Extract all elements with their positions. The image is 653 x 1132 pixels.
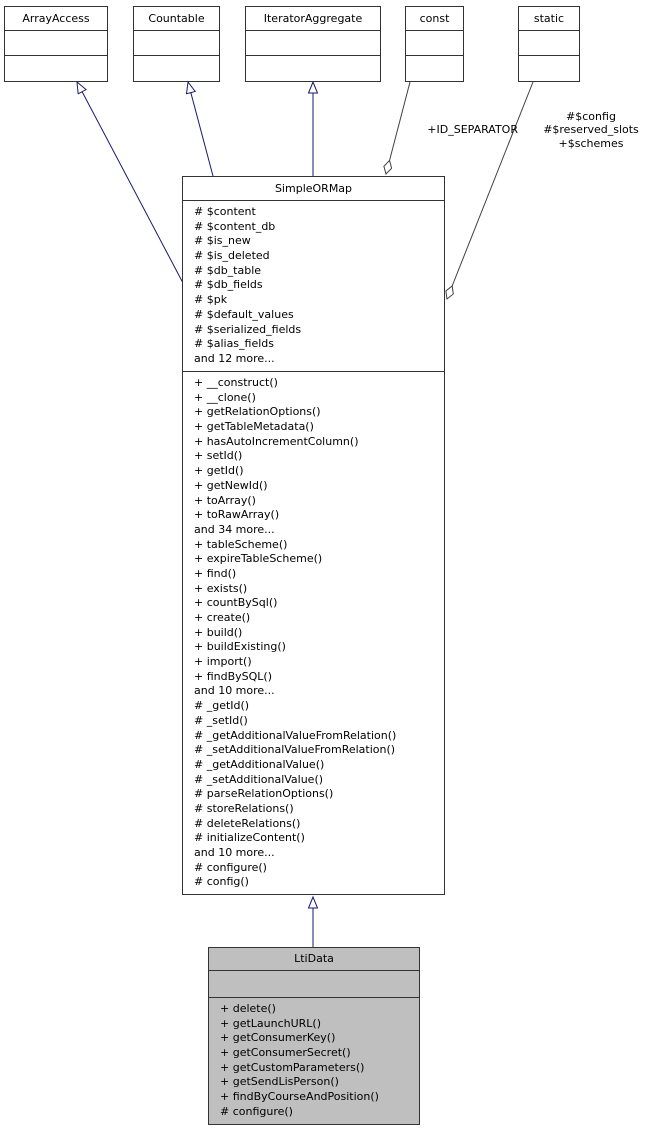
attribute-row: # $default_values [194, 307, 294, 321]
method-row: # _setAdditionalValueFromRelation() [194, 743, 396, 757]
method-row: + expireTableScheme() [194, 552, 323, 566]
attribute-row: # $content [194, 205, 256, 218]
method-row: + hasAutoIncrementColumn() [194, 434, 359, 448]
method-row: and 34 more... [194, 522, 275, 536]
method-row: + import() [194, 655, 252, 669]
method-row: + getConsumerKey() [220, 1031, 336, 1045]
attribute-row: # $is_deleted [194, 249, 270, 263]
method-row: + toArray() [194, 493, 256, 507]
attribute-row: and 12 more... [194, 351, 275, 365]
attribute-row: # $content_db [194, 219, 276, 233]
method-row: + getId() [194, 464, 244, 478]
method-row: + setId() [194, 449, 243, 463]
attribute-row: # $db_table [194, 263, 262, 277]
aggregation-edge-static [447, 82, 533, 299]
attribute-row: # $is_new [194, 234, 251, 248]
method-row: # _getAdditionalValueFromRelation() [194, 728, 397, 742]
method-row: # _setAdditionalValue() [194, 772, 324, 786]
method-row: + __construct() [194, 376, 278, 389]
methods-compartment [406, 56, 463, 81]
edge-label-static-member: +$schemes [558, 137, 624, 150]
method-row: # config() [194, 875, 249, 889]
method-row: # configure() [220, 1104, 293, 1118]
method-row: + exists() [194, 581, 248, 595]
method-row: and 10 more... [194, 684, 275, 698]
method-row: + find() [194, 566, 237, 580]
methods-compartment [209, 998, 419, 1124]
class-name: Countable [134, 7, 219, 31]
edge-label-static-member: #$reserved_slots [543, 123, 639, 136]
attribute-row: # $pk [194, 293, 228, 307]
aggregation-edge-const [386, 82, 410, 174]
method-row: + buildExisting() [194, 640, 286, 654]
method-row: # configure() [194, 860, 267, 874]
class-box-iteratoraggregate[interactable] [245, 6, 381, 82]
class-name: SimpleORMap [183, 177, 444, 201]
method-row: + build() [194, 625, 243, 639]
attribute-row: # $db_fields [194, 278, 263, 292]
class-box-ltidata[interactable] [208, 947, 420, 1125]
class-box-arrayaccess[interactable] [4, 6, 108, 82]
method-row: + getCustomParameters() [220, 1060, 365, 1074]
methods-compartment [183, 372, 444, 894]
method-row: + getNewId() [194, 478, 268, 492]
class-name: IteratorAggregate [246, 7, 380, 31]
method-row: # deleteRelations() [194, 816, 301, 830]
class-box-countable[interactable] [133, 6, 220, 82]
method-row: # parseRelationOptions() [194, 787, 334, 801]
attributes-compartment [183, 201, 444, 372]
method-row: + create() [194, 611, 251, 624]
methods-compartment [246, 56, 380, 81]
method-row: + getRelationOptions() [194, 405, 321, 419]
inheritance-edge-countable [188, 82, 213, 176]
method-row: + getTableMetadata() [194, 420, 314, 434]
method-row: # initializeContent() [194, 831, 305, 845]
inheritance-edge-arrayaccess [77, 82, 183, 283]
method-row: # storeRelations() [194, 801, 294, 815]
attributes-compartment [519, 31, 579, 56]
class-name: LtiData [209, 948, 419, 971]
class-box-const[interactable] [405, 6, 464, 82]
method-row: + tableScheme() [194, 537, 288, 551]
method-row: + toRawArray() [194, 508, 280, 522]
method-row: # _getId() [194, 699, 250, 713]
attributes-compartment [134, 31, 219, 56]
attributes-compartment [246, 31, 380, 56]
method-row: + getLaunchURL() [220, 1016, 322, 1030]
class-name: const [406, 7, 463, 31]
attributes-compartment [209, 971, 419, 998]
method-row: + getConsumerSecret() [220, 1046, 351, 1060]
class-name: static [519, 7, 579, 31]
attribute-row: # $serialized_fields [194, 322, 302, 336]
method-row: + __clone() [194, 390, 256, 404]
method-row: + delete() [220, 1002, 276, 1015]
method-row: + findByCourseAndPosition() [220, 1090, 379, 1104]
method-row: + getSendLisPerson() [220, 1075, 339, 1089]
class-box-simpleormap[interactable] [182, 176, 445, 895]
methods-compartment [134, 56, 219, 81]
class-name: ArrayAccess [5, 7, 107, 31]
method-row: and 10 more... [194, 846, 275, 859]
edge-label-const-member: +ID_SEPARATOR [427, 123, 518, 136]
attributes-compartment [5, 31, 107, 56]
methods-compartment [5, 56, 107, 81]
methods-compartment [519, 56, 579, 81]
method-row: # _setId() [194, 713, 248, 727]
attributes-compartment [406, 31, 463, 56]
method-row: + countBySql() [194, 596, 278, 610]
method-row: # _getAdditionalValue() [194, 757, 325, 771]
method-row: + findBySQL() [194, 669, 273, 683]
attribute-row: # $alias_fields [194, 337, 275, 351]
class-box-static[interactable] [518, 6, 580, 82]
edge-label-static-member: #$config [566, 110, 616, 123]
